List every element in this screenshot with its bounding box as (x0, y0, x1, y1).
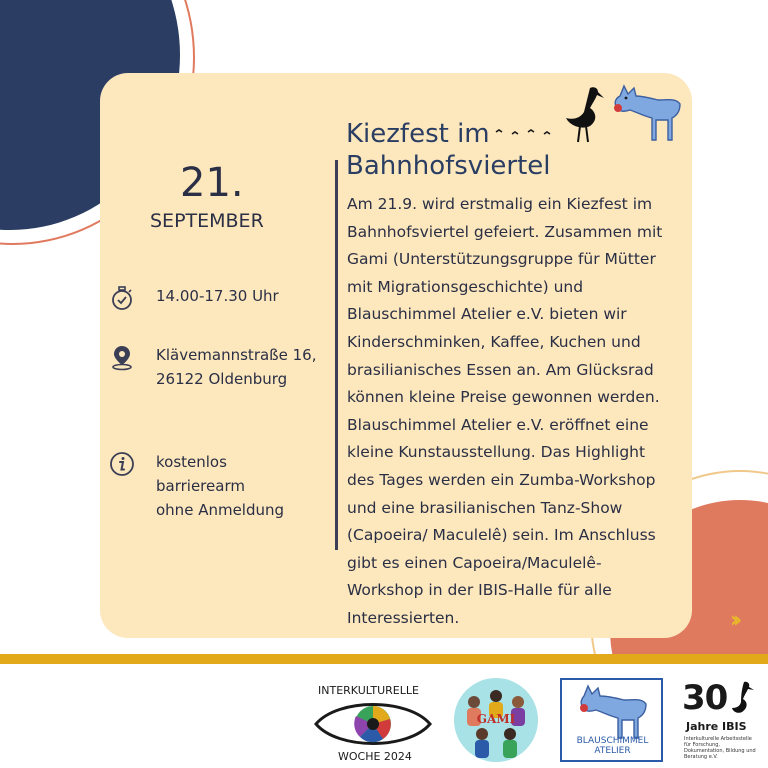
title-line-1: Kiezfest im (346, 119, 490, 149)
blauschimmel-atelier-logo (560, 678, 663, 762)
title-line-2: Bahnhofsviertel (346, 151, 551, 181)
ibis-subtitle: Interkulturelle Arbeitsstelle für Forschung, Dokumentation, Bildung und Beratung e.V. (684, 736, 756, 760)
info-row (108, 450, 284, 522)
gami-label: GAMI (476, 712, 516, 726)
blue-wolf-illustration (610, 82, 686, 144)
info-icon (108, 450, 136, 478)
event-month: SEPTEMBER (150, 210, 264, 232)
interkulturelle-woche-logo (308, 672, 438, 764)
iwoche-top-text: INTERKULTURELLE (318, 684, 419, 697)
address-city: 26122 Oldenburg (156, 370, 288, 388)
event-description: Am 21.9. wird erstmalig ein Kiezfest im Bahnhofsviertel gefeiert. Zusammen mit Gami (Unterstützungsgruppe für Mütter mit Migrationsgeschichte) und Blauschimmel Atelier e.V. bieten wir Kinderschminken, Kaffee, Kuchen und brasilianisches Essen an. Am Glücksrad können kleine Preise gewonnen werden. Blauschimmel Atelier e.V. eröffnet eine kleine Kunstausstellung. Das Highlight des Tages werden ein Zumba-Workshop und eine brasilianischen Tanz-Show (Capoeira/ Maculelê) sein. Im Anschluss gibt es einen Capoeira/Maculelê-Workshop in der IBIS-Halle für alle Interessierten. (347, 195, 663, 627)
ibis-bird-icon (730, 680, 756, 718)
event-time: 14.00-17.30 Uhr (156, 287, 279, 305)
location-pin-icon (108, 343, 136, 371)
condition-no-registration: ohne Anmeldung (156, 501, 285, 519)
ibis-jahre-label: Jahre IBIS (686, 720, 747, 733)
vertical-divider (335, 160, 338, 550)
event-conditions (156, 450, 284, 522)
blauschimmel-wolf-icon (562, 680, 661, 744)
event-address (156, 343, 316, 391)
condition-accessible: barrierearm (156, 477, 245, 495)
gami-logo (454, 678, 538, 762)
condition-free: kostenlos (156, 453, 227, 471)
iwoche-bottom-text: WOCHE 2024 (338, 750, 412, 763)
time-row (108, 284, 279, 312)
place-row (108, 343, 316, 391)
gold-stripe (0, 654, 768, 664)
flying-birds-illustration (494, 124, 558, 138)
ibis-bird-illustration (560, 82, 610, 144)
double-chevron-right-icon[interactable]: ›› (730, 608, 737, 633)
stopwatch-icon (108, 284, 136, 312)
event-day: 21. (180, 160, 244, 206)
ibis-anniversary-number: 30 (682, 678, 728, 718)
blauschimmel-label: BLAUSCHIMMEL ATELIER (576, 736, 649, 756)
30-jahre-ibis-logo (680, 678, 760, 762)
address-street: Klävemannstraße 16, (156, 346, 317, 364)
